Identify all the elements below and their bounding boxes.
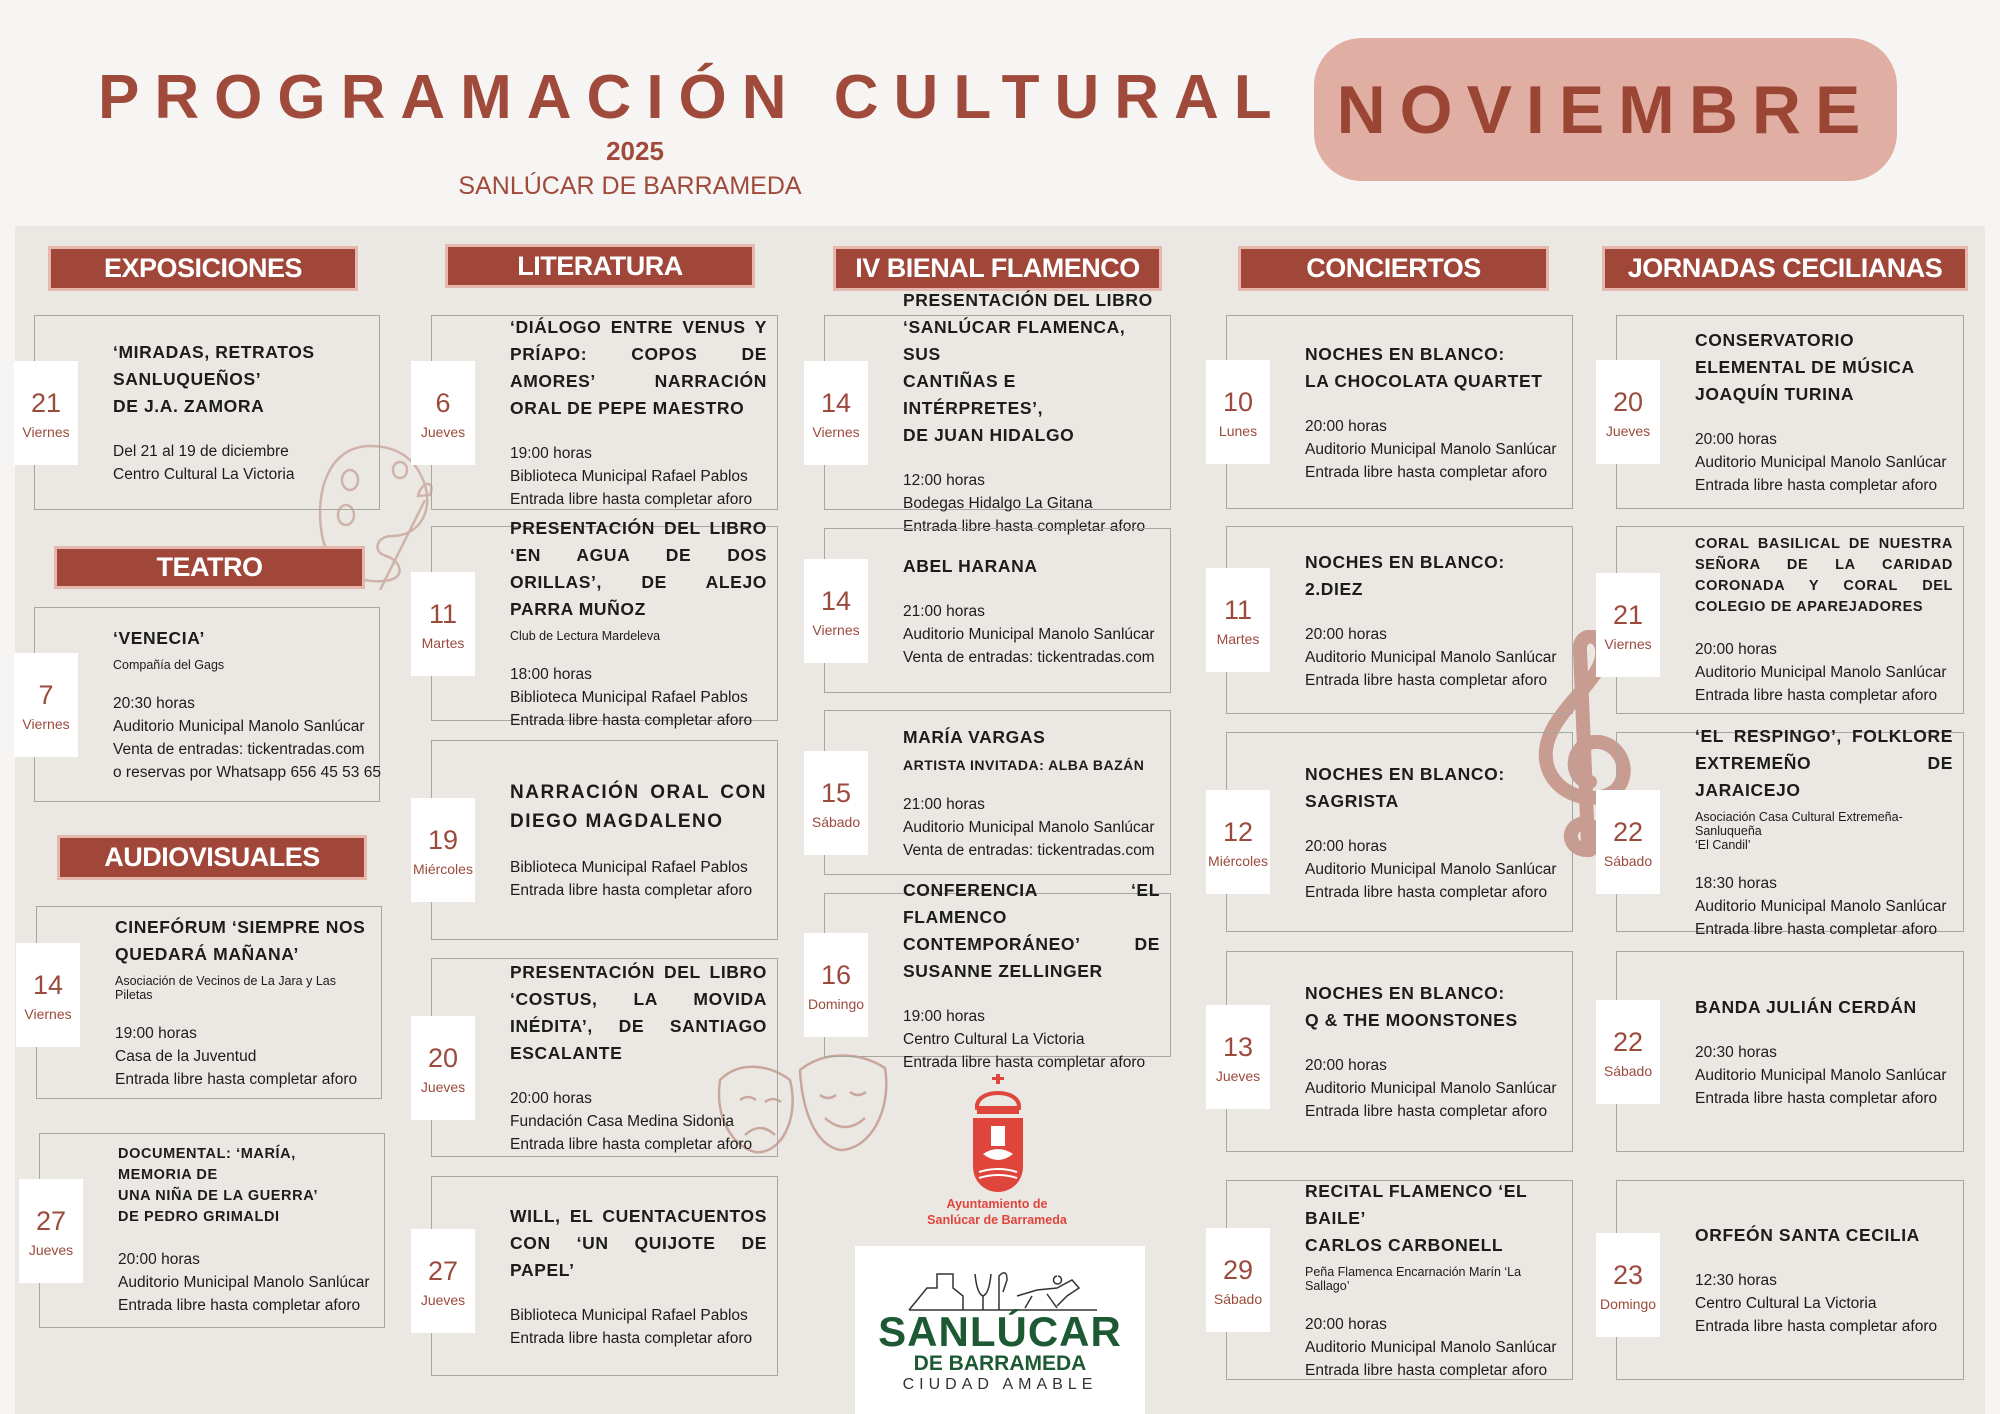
event-details: [510, 1087, 767, 1156]
event-detail-line: Auditorio Municipal Manolo Sanlúcar: [1695, 454, 1947, 471]
event-title: ABEL HARANA: [903, 555, 1038, 576]
event-detail-line: 20:30 horas: [1695, 1043, 1777, 1061]
event-detail-line: 12:00 horas: [903, 472, 985, 489]
event-detail-line: 18:30 horas: [1695, 875, 1777, 892]
event-detail-line: 20:00 horas: [1305, 1057, 1387, 1074]
event-weekday: Viernes: [24, 1005, 72, 1022]
event-detail-line: 20:00 horas: [510, 1090, 592, 1107]
event-detail-line: Auditorio Municipal Manolo Sanlúcar: [1305, 1339, 1557, 1356]
event-title: ‘MIRADAS, RETRATOS SANLUQUEÑOS’ DE J.A. ZAMORA: [113, 342, 315, 416]
event-detail-line: Entrada libre hasta completar aforo: [510, 882, 753, 899]
event-organizer: Asociación de Vecinos de La Jara y Las Piletas: [115, 974, 336, 1002]
event-card[interactable]: [34, 607, 380, 802]
event-detail-line: Entrada libre hasta completar aforo: [118, 1297, 361, 1314]
event-title: DOCUMENTAL: ‘MARÍA, MEMORIA DE UNA NIÑA DE LA GUERRA’ DE PEDRO GRIMALDI: [118, 1146, 319, 1225]
event-date-badge: [1206, 790, 1270, 894]
brand-sub: DE BARRAMEDA: [913, 1352, 1087, 1375]
event-day-number: 22: [1612, 1026, 1644, 1057]
event-day-number: 14: [32, 969, 64, 1000]
event-detail-line: Auditorio Municipal Manolo Sanlúcar: [1305, 440, 1557, 458]
event-day-number: 19: [427, 825, 459, 855]
event-card[interactable]: [431, 740, 778, 940]
event-detail-line: Venta de entradas: tickentradas.com: [113, 741, 365, 758]
event-day-number: 12: [1222, 817, 1254, 847]
event-detail-line: Entrada libre hasta completar aforo: [510, 712, 753, 729]
event-date-badge: [1206, 1005, 1270, 1109]
event-details: [118, 1248, 374, 1317]
event-detail-line: 21:00 horas: [903, 602, 985, 620]
event-detail-line: Casa de la Juventud: [115, 1048, 257, 1065]
event-card[interactable]: [431, 958, 778, 1157]
event-details: [113, 440, 369, 486]
event-detail-line: Entrada libre hasta completar aforo: [510, 1329, 753, 1347]
event-detail-line: 12:30 horas: [1695, 1272, 1777, 1289]
event-details: [115, 1022, 371, 1091]
event-date-badge: [19, 1179, 83, 1283]
event-day-number: 15: [820, 777, 852, 808]
event-details: [1305, 623, 1562, 692]
event-day-number: 20: [427, 1042, 459, 1073]
event-detail-line: Auditorio Municipal Manolo Sanlúcar: [113, 718, 365, 735]
event-guest-artist: ARTISTA INVITADA: ALBA BAZÁN: [903, 756, 1145, 773]
event-title: WILL, EL CUENTACUENTOS CON ‘UN QUIJOTE DE PAPEL’: [510, 1205, 767, 1280]
event-detail-line: Entrada libre hasta completar aforo: [903, 1053, 1146, 1071]
event-day-number: 13: [1222, 1031, 1254, 1062]
section-heading-audiovisuales: AUDIOVISUALES: [57, 835, 367, 880]
event-title: ‘EL RESPINGO’, FOLKLORE EXTREMEÑO DE JARAICEJO: [1695, 726, 1953, 800]
event-detail-line: Auditorio Municipal Manolo Sanlúcar: [1695, 663, 1947, 681]
event-weekday: Viernes: [812, 423, 860, 440]
event-title: CORAL BASILICAL DE NUESTRA SEÑORA DE LA CARIDAD CORONADA Y CORAL DEL COLEGIO DE APAREJADORES: [1695, 535, 1953, 615]
event-detail-line: Entrada libre hasta completar aforo: [1305, 1362, 1548, 1379]
event-detail-line: Fundación Casa Medina Sidonia: [510, 1113, 735, 1130]
event-weekday: Lunes: [1218, 423, 1258, 439]
event-title: BANDA JULIÁN CERDÁN: [1695, 996, 1917, 1017]
event-date-badge: [411, 572, 475, 676]
event-date-badge: [1596, 573, 1660, 677]
event-detail-line: Biblioteca Municipal Rafael Pablos: [510, 1306, 748, 1324]
event-detail-line: Auditorio Municipal Manolo Sanlúcar: [1305, 860, 1557, 878]
section-heading-conciertos: CONCIERTOS: [1238, 246, 1549, 291]
event-detail-line: Auditorio Municipal Manolo Sanlúcar: [1695, 1066, 1947, 1084]
event-weekday: Martes: [421, 634, 465, 651]
event-card[interactable]: [428, 518, 778, 729]
event-details: [1305, 1313, 1562, 1382]
event-detail-line: Auditorio Municipal Manolo Sanlúcar: [118, 1274, 370, 1291]
event-card[interactable]: [1226, 951, 1573, 1152]
event-details: [903, 1005, 1160, 1074]
event-date-badge: [1596, 1000, 1660, 1104]
event-detail-line: 20:00 horas: [118, 1251, 200, 1268]
event-weekday: Sábado: [811, 813, 861, 830]
event-details: [510, 1304, 767, 1350]
event-detail-line: Biblioteca Municipal Rafael Pablos: [510, 468, 748, 485]
event-detail-line: 20:00 horas: [1305, 417, 1387, 435]
event-card[interactable]: [1616, 726, 1964, 938]
month-badge: [1314, 38, 1897, 181]
event-detail-line: Auditorio Municipal Manolo Sanlúcar: [1305, 648, 1557, 666]
event-weekday: Jueves: [1215, 1067, 1261, 1084]
event-card[interactable]: [1616, 315, 1964, 509]
event-organizer: Asociación Casa Cultural Extremeña-Sanluqueña ‘El Candil’: [1695, 810, 1903, 852]
event-weekday: Sábado: [1603, 853, 1653, 869]
event-weekday: Domingo: [807, 996, 865, 1012]
council-name: Ayuntamiento de Sanlúcar de Barrameda: [927, 1197, 1067, 1227]
event-card[interactable]: [431, 1176, 778, 1376]
event-date-badge: [1206, 360, 1270, 464]
event-title: NOCHES EN BLANCO: SAGRISTA: [1305, 763, 1505, 811]
event-day-number: 29: [1222, 1255, 1254, 1285]
event-day-number: 10: [1222, 387, 1254, 417]
event-detail-line: Entrada libre hasta completar aforo: [1695, 921, 1938, 938]
event-detail-line: Entrada libre hasta completar aforo: [1305, 463, 1548, 481]
event-title: CONFERENCIA ‘EL FLAMENCO CONTEMPORÁNEO’ DE SUSANNE ZELLINGER: [903, 879, 1160, 981]
event-detail-line: Auditorio Municipal Manolo Sanlúcar: [1305, 1080, 1557, 1097]
event-date-badge: [1596, 360, 1660, 464]
event-weekday: Viernes: [22, 715, 70, 732]
section-heading-jornadas-cecilianas: JORNADAS CECILIANAS: [1602, 246, 1968, 291]
event-title: MARÍA VARGAS: [903, 726, 1046, 747]
event-details: [1695, 428, 1953, 497]
event-date-badge: [1206, 1228, 1270, 1332]
event-card[interactable]: [824, 528, 1171, 693]
brand-tagline: CIUDAD AMABLE: [902, 1376, 1098, 1393]
event-day-number: 7: [38, 679, 54, 710]
event-title: NARRACIÓN ORAL CON DIEGO MAGDALENO: [510, 782, 767, 832]
event-detail-line: Bodegas Hidalgo La Gitana: [903, 495, 1093, 512]
event-detail-line: Entrada libre hasta completar aforo: [510, 491, 753, 508]
event-date-badge: [411, 361, 475, 465]
event-weekday: Jueves: [420, 1078, 466, 1095]
event-detail-line: Entrada libre hasta completar aforo: [1305, 671, 1548, 689]
event-detail-line: 20:00 horas: [1305, 1316, 1387, 1333]
event-detail-line: Del 21 al 19 de diciembre: [113, 443, 289, 460]
event-day-number: 23: [1612, 1260, 1644, 1290]
event-day-number: 6: [435, 387, 451, 418]
event-card[interactable]: [1223, 526, 1573, 714]
event-weekday: Viernes: [22, 423, 70, 440]
event-date-badge: [1596, 790, 1660, 894]
event-detail-line: Entrada libre hasta completar aforo: [903, 518, 1146, 535]
event-date-badge: [14, 361, 78, 465]
event-detail-line: Centro Cultural La Victoria: [903, 1030, 1085, 1048]
event-detail-line: 18:00 horas: [510, 666, 592, 683]
event-detail-line: Entrada libre hasta completar aforo: [510, 1136, 753, 1153]
event-date-badge: [16, 943, 80, 1047]
event-detail-line: Venta de entradas: tickentradas.com: [903, 841, 1155, 859]
event-weekday: Sábado: [1213, 1291, 1263, 1307]
event-day-number: 11: [1223, 595, 1253, 625]
event-details: [1305, 1054, 1562, 1123]
event-day-number: 14: [820, 387, 852, 418]
event-details: [1695, 638, 1953, 707]
event-detail-line: Entrada libre hasta completar aforo: [1695, 1318, 1938, 1335]
event-date-badge: [804, 361, 868, 465]
event-weekday: Viernes: [1604, 636, 1652, 652]
event-details: [1695, 1269, 1953, 1338]
event-card[interactable]: [1226, 315, 1573, 509]
event-day-number: 22: [1612, 817, 1644, 847]
event-title: PRESENTACIÓN DEL LIBRO ‘COSTUS, LA MOVIDA INÉDITA’, DE SANTIAGO ESCALANTE: [510, 962, 767, 1063]
section-heading-teatro: TEATRO: [54, 546, 365, 589]
event-weekday: Jueves: [1605, 423, 1651, 439]
event-date-badge: [1206, 568, 1270, 672]
event-date-badge: [411, 1229, 475, 1333]
event-detail-line: Entrada libre hasta completar aforo: [1695, 686, 1938, 704]
event-card[interactable]: [34, 315, 380, 510]
event-weekday: Martes: [1216, 631, 1260, 647]
event-detail-line: Venta de entradas: tickentradas.com: [903, 648, 1155, 666]
event-day-number: 21: [30, 387, 62, 418]
event-weekday: Viernes: [812, 621, 860, 638]
event-organizer: Club de Lectura Mardeleva: [510, 629, 661, 643]
section-heading-exposiciones: EXPOSICIONES: [48, 246, 358, 291]
event-date-badge: [804, 559, 868, 663]
brand-name: SANLÚCAR: [878, 1308, 1122, 1355]
event-detail-line: 19:00 horas: [115, 1025, 197, 1042]
event-detail-line: 20:00 horas: [1695, 640, 1777, 658]
event-card[interactable]: [1226, 732, 1573, 932]
event-title: ORFEÓN SANTA CECILIA: [1695, 1225, 1920, 1245]
event-title: PRESENTACIÓN DEL LIBRO ‘SANLÚCAR FLAMENCA, SUS CANTIÑAS E INTÉRPRETES’, DE JUAN HIDALGO: [903, 290, 1153, 445]
event-weekday: Jueves: [420, 1292, 466, 1308]
event-details: [1305, 835, 1562, 904]
event-card[interactable]: [1616, 1180, 1964, 1380]
event-weekday: Miércoles: [1208, 853, 1268, 869]
event-title: NOCHES EN BLANCO: LA CHOCOLATA QUARTET: [1305, 343, 1543, 391]
event-details: [1695, 1041, 1953, 1110]
event-title: NOCHES EN BLANCO: Q & THE MOONSTONES: [1305, 983, 1518, 1030]
page-title: PROGRAMACIÓN CULTURAL: [98, 63, 1287, 132]
event-title: ‘VENECIA’: [113, 628, 205, 648]
event-organizer: Peña Flamenca Encarnación Marín ‘La Sallago’: [1305, 1265, 1522, 1293]
event-title: RECITAL FLAMENCO ‘EL BAILE’ CARLOS CARBONELL: [1305, 1181, 1527, 1255]
event-detail-line: o reservas por Whatsapp 656 45 53 65: [113, 764, 381, 781]
event-details: [510, 442, 767, 511]
event-card[interactable]: [824, 710, 1171, 875]
event-date-badge: [411, 1016, 475, 1120]
council-coat-of-arms-logo: [969, 1074, 1027, 1194]
skyline-icon: [907, 1266, 1097, 1311]
event-detail-line: 19:00 horas: [903, 1007, 985, 1025]
event-detail-line: 20:30 horas: [113, 695, 195, 712]
event-date-badge: [14, 653, 78, 757]
event-detail-line: 20:00 horas: [1305, 837, 1387, 855]
event-details: [1305, 415, 1562, 484]
event-detail-line: Entrada libre hasta completar aforo: [1305, 883, 1548, 901]
event-card[interactable]: [39, 1133, 385, 1328]
event-card[interactable]: [431, 315, 778, 510]
event-detail-line: Auditorio Municipal Manolo Sanlúcar: [1695, 898, 1947, 915]
event-day-number: 21: [1612, 600, 1644, 630]
sanlucar-brand-logo: [855, 1246, 1145, 1414]
event-day-number: 27: [35, 1205, 67, 1236]
event-detail-line: Entrada libre hasta completar aforo: [1305, 1103, 1548, 1120]
event-card[interactable]: [824, 879, 1171, 1071]
event-title: CONSERVATORIO ELEMENTAL DE MÚSICA JOAQUÍN TURINA: [1695, 330, 1915, 404]
event-detail-line: 21:00 horas: [903, 795, 985, 813]
event-weekday: Sábado: [1603, 1062, 1653, 1079]
event-details: [903, 793, 1160, 862]
event-date-badge: [1596, 1233, 1660, 1337]
event-date-badge: [804, 933, 868, 1037]
event-details: [510, 856, 767, 902]
event-detail-line: Biblioteca Municipal Rafael Pablos: [510, 859, 748, 876]
event-weekday: Miércoles: [413, 861, 473, 877]
event-detail-line: Centro Cultural La Victoria: [1695, 1295, 1877, 1312]
event-weekday: Domingo: [1599, 1296, 1657, 1312]
year-label: 2025: [606, 136, 664, 166]
event-day-number: 27: [427, 1256, 459, 1286]
event-card[interactable]: [36, 906, 382, 1099]
event-date-badge: [411, 798, 475, 902]
event-weekday: Jueves: [28, 1241, 74, 1258]
city-label: SANLÚCAR DE BARRAMEDA: [458, 172, 802, 200]
event-card[interactable]: [1616, 526, 1964, 714]
event-date-badge: [804, 751, 868, 855]
event-detail-line: Auditorio Municipal Manolo Sanlúcar: [903, 818, 1155, 836]
event-detail-line: Auditorio Municipal Manolo Sanlúcar: [903, 625, 1155, 643]
event-title: NOCHES EN BLANCO: 2.DIEZ: [1305, 551, 1505, 599]
event-detail-line: Centro Cultural La Victoria: [113, 466, 295, 483]
event-details: [1695, 872, 1953, 941]
event-title: ‘DIÁLOGO ENTRE VENUS Y PRÍAPO: COPOS DE AMORES’ NARRACIÓN ORAL DE PEPE MAESTRO: [510, 317, 767, 418]
event-organizer: Compañía del Gags: [113, 658, 225, 672]
event-day-number: 11: [428, 598, 458, 629]
event-card[interactable]: [1226, 1180, 1573, 1380]
event-card[interactable]: [824, 290, 1171, 535]
event-day-number: 20: [1612, 387, 1644, 417]
event-details: [113, 692, 381, 784]
event-detail-line: 20:00 horas: [1305, 625, 1387, 643]
event-details: [903, 600, 1160, 669]
event-title: PRESENTACIÓN DEL LIBRO ‘EN AGUA DE DOS ORILLAS’, DE ALEJO PARRA MUÑOZ: [510, 518, 767, 619]
section-heading-iv-bienal-flamenco: IV BIENAL FLAMENCO: [833, 246, 1162, 291]
month-label: NOVIEMBRE: [1336, 71, 1875, 148]
event-detail-line: 19:00 horas: [510, 445, 592, 462]
event-detail-line: 20:00 horas: [1695, 431, 1777, 448]
section-heading-literatura: LITERATURA: [445, 244, 755, 288]
event-details: [510, 663, 767, 732]
event-day-number: 14: [820, 585, 852, 616]
event-weekday: Jueves: [420, 423, 466, 440]
event-detail-line: Entrada libre hasta completar aforo: [1695, 1089, 1938, 1107]
event-detail-line: Entrada libre hasta completar aforo: [1695, 477, 1938, 494]
event-card[interactable]: [1616, 951, 1964, 1152]
event-detail-line: Biblioteca Municipal Rafael Pablos: [510, 689, 748, 706]
event-day-number: 16: [820, 960, 852, 990]
event-detail-line: Entrada libre hasta completar aforo: [115, 1071, 358, 1088]
event-title: CINEFÓRUM ‘SIEMPRE NOS QUEDARÁ MAÑANA’: [115, 917, 366, 964]
